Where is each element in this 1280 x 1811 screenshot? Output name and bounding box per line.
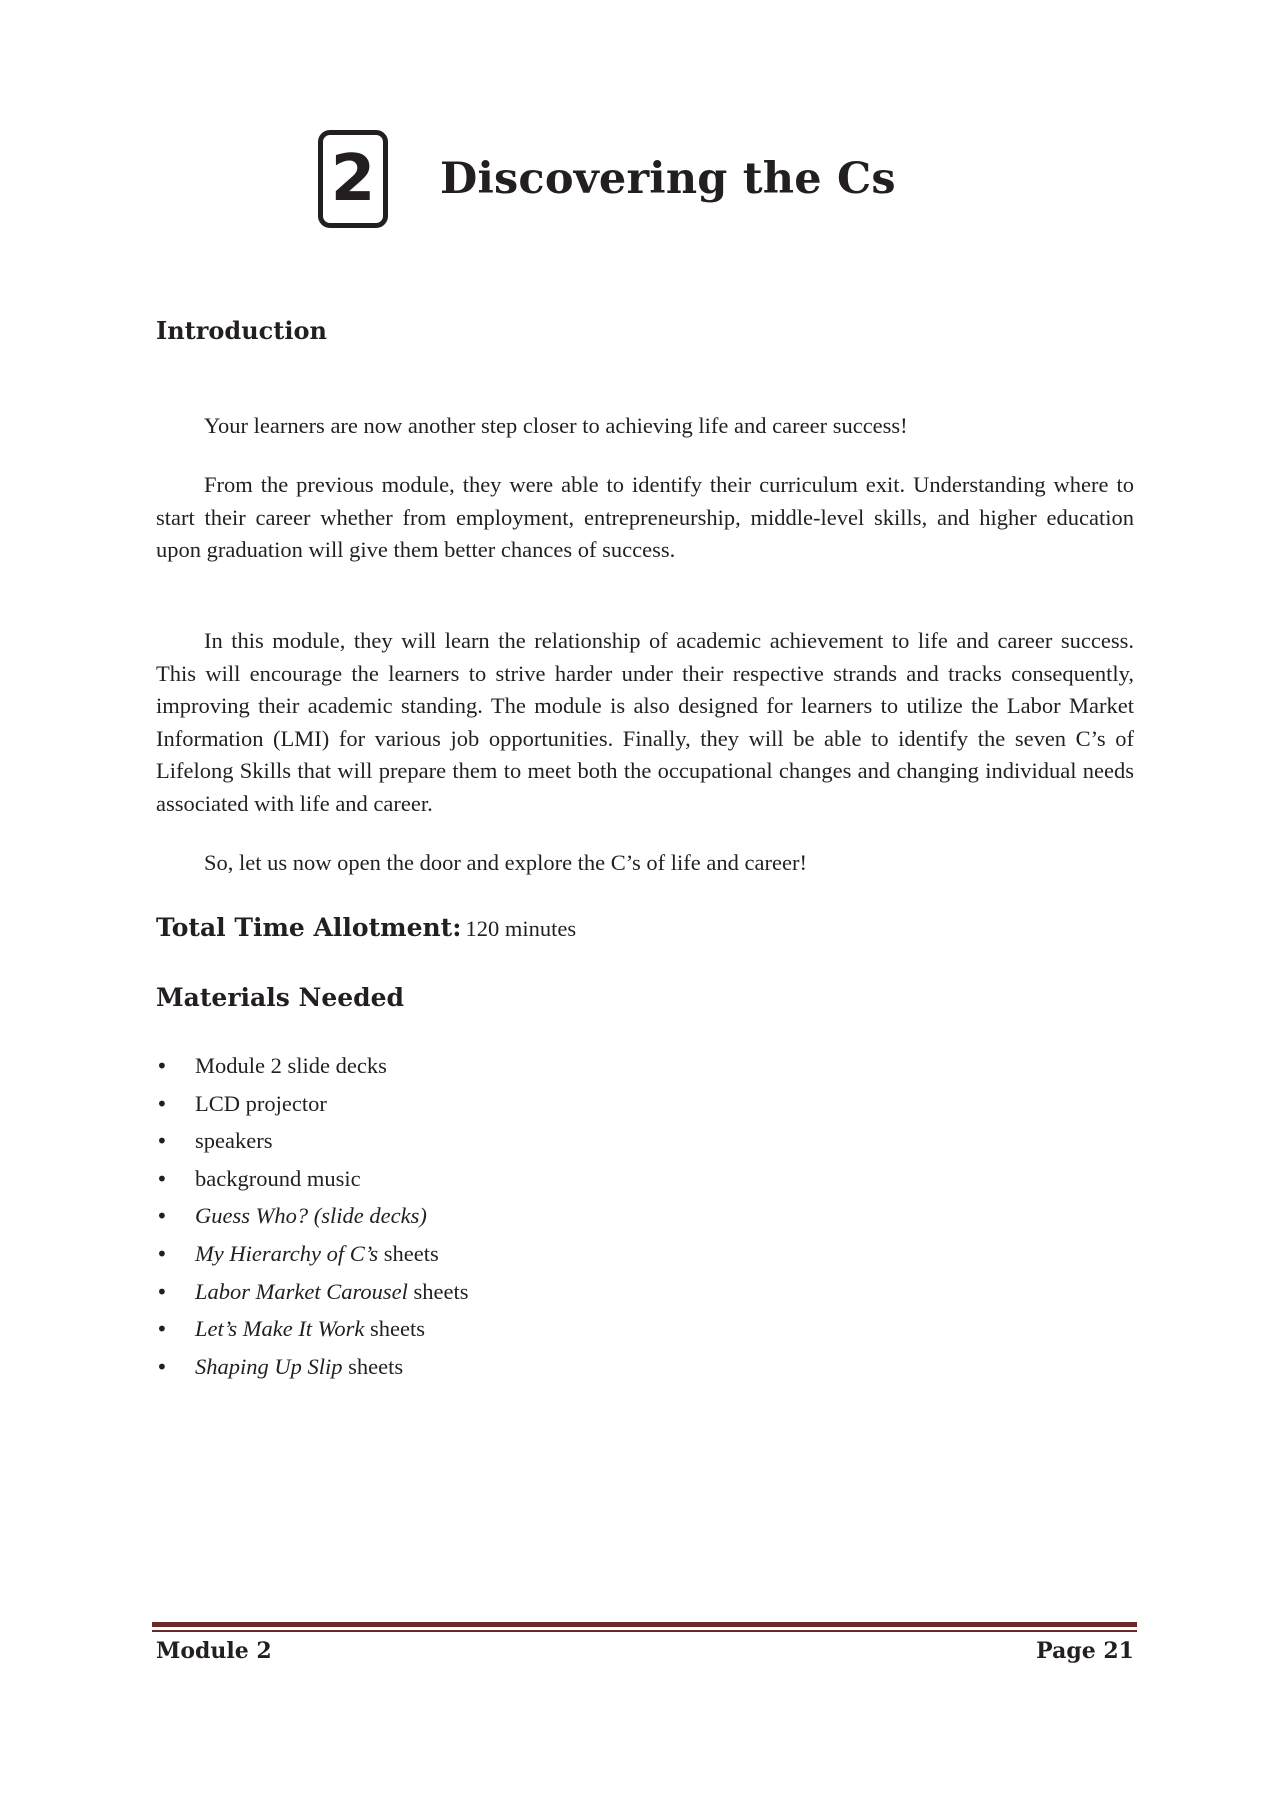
list-item: • Guess Who? (slide decks) <box>156 1203 427 1229</box>
bullet-icon: • <box>156 1129 168 1154</box>
time-allotment-label: Total Time Allotment: <box>156 913 462 942</box>
footer-page-number: Page 21 <box>1036 1638 1134 1664</box>
list-item: • speakers <box>156 1128 273 1154</box>
intro-paragraph-3: In this module, they will learn the relationship of academic achievement to life and career success. This will encourage the learners to strive harder under their respective strands and tracks consequently, improving their academic standing. The module is also designed for learners to utilize the Labor Market Information (LMI) for various job opportunities. Finally, they will be able to identify the seven C’s of Lifelong Skills that will prepare them to meet both the occupational changes and changing individual needs associated with life and career. <box>156 628 1134 816</box>
bullet-icon: • <box>156 1317 168 1342</box>
time-allotment <box>156 913 576 942</box>
footer-divider <box>152 1622 1137 1627</box>
bullet-icon: • <box>156 1279 168 1304</box>
bullet-icon: • <box>156 1054 168 1078</box>
bullet-icon: • <box>156 1166 168 1191</box>
bullet-icon: • <box>156 1204 168 1229</box>
intro-paragraph-4: So, let us now open the door and explore the C’s of life and career! <box>204 850 807 875</box>
list-item: • My Hierarchy of C’s sheets <box>156 1240 439 1266</box>
footer-module-label: Module 2 <box>156 1638 272 1664</box>
materials-list <box>156 1052 469 1390</box>
module-title-block <box>318 130 896 228</box>
introduction-heading: Introduction <box>156 316 327 345</box>
intro-paragraph-1: Your learners are now another step closer to achieving life and career success! <box>204 413 908 438</box>
module-title: Discovering the Cs <box>440 154 896 204</box>
footer-divider-thin <box>152 1630 1137 1632</box>
list-item: • Labor Market Carousel sheets <box>156 1278 469 1304</box>
time-allotment-value: 120 minutes <box>465 916 577 941</box>
module-number-badge: 2 <box>318 130 388 228</box>
bullet-icon: • <box>156 1241 168 1266</box>
bullet-icon: • <box>156 1354 168 1379</box>
bullet-icon: • <box>156 1091 168 1116</box>
list-item: • Let’s Make It Work sheets <box>156 1316 425 1342</box>
intro-paragraph-2: From the previous module, they were able to identify their curriculum exit. Understanding where to start their career whether from employment, entrepreneurship, middle-level skills, and higher education upon graduation will give them better chances of success. <box>156 472 1134 562</box>
materials-heading: Materials Needed <box>156 983 404 1012</box>
list-item: • Shaping Up Slip sheets <box>156 1353 404 1379</box>
list-item: • Module 2 slide decks <box>156 1053 387 1078</box>
list-item: • background music <box>156 1165 361 1191</box>
list-item: • LCD projector <box>156 1090 327 1116</box>
